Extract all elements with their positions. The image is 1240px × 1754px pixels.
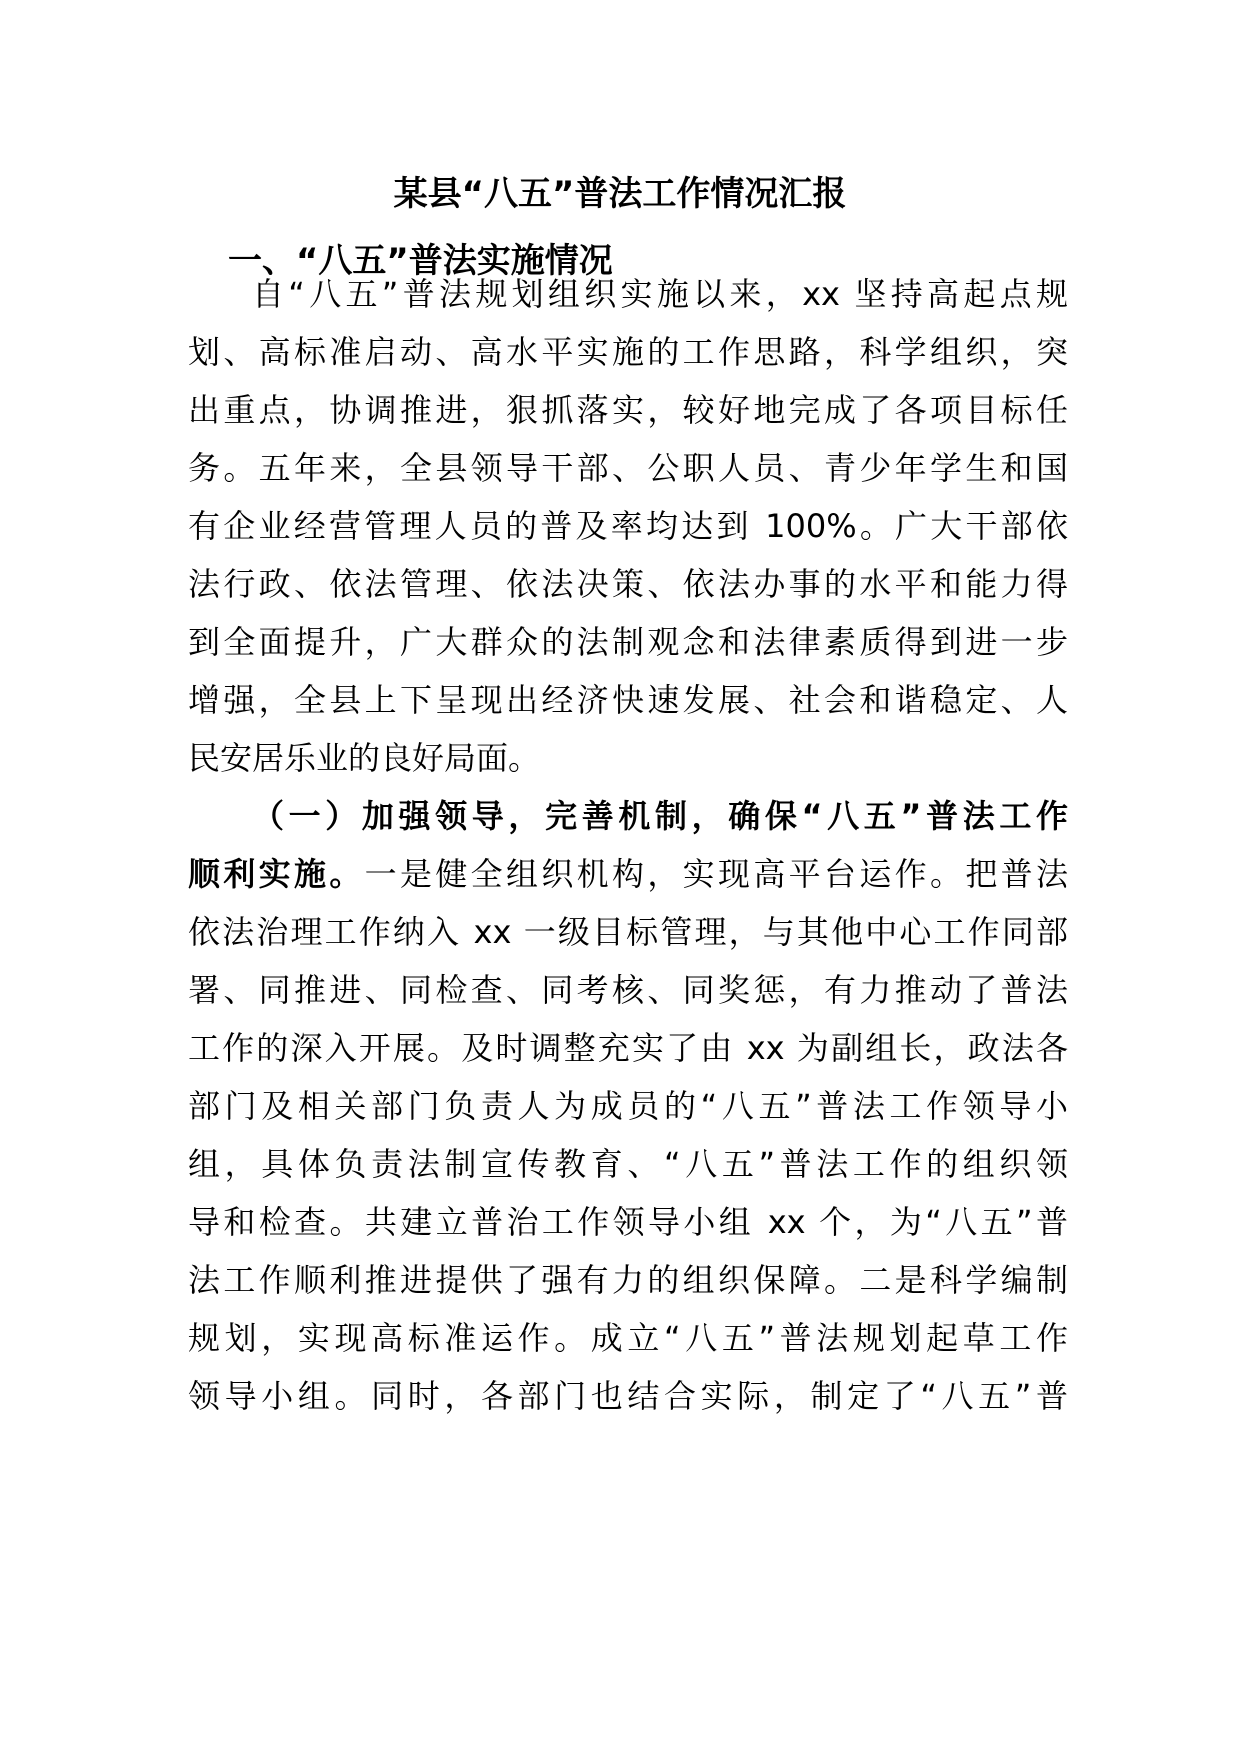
paragraph-line: 民安居乐业的良好局面。 xyxy=(188,739,541,777)
paragraph-line: 出重点，协调推进，狠抓落实，较好地完成了各项目标任 xyxy=(188,391,1068,429)
paragraph-line: 工作的深入开展。及时调整充实了由 xx 为副组长，政法各 xyxy=(188,1029,1068,1067)
paragraph-line: 部门及相关部门负责人为成员的“八五”普法工作领导小 xyxy=(188,1087,1068,1125)
paragraph-line: 署、同推进、同检查、同考核、同奖惩，有力推动了普法 xyxy=(188,971,1068,1009)
paragraph-line: 划、高标准启动、高水平实施的工作思路，科学组织，突 xyxy=(188,333,1068,371)
paragraph-line: 增强，全县上下呈现出经济快速发展、社会和谐稳定、人 xyxy=(188,681,1068,719)
document-title: 某县“八五”普法工作情况汇报 xyxy=(393,174,847,214)
paragraph-line: 导和检查。共建立普治工作领导小组 xx 个，为“八五”普 xyxy=(188,1203,1068,1241)
paragraph-line: 法工作顺利推进提供了强有力的组织保障。二是科学编制 xyxy=(188,1261,1068,1299)
section-heading: 一、“八五”普法实施情况 xyxy=(228,241,613,281)
paragraph-line: 组，具体负责法制宣传教育、“八五”普法工作的组织领 xyxy=(188,1145,1068,1183)
paragraph-line: 有企业经营管理人员的普及率均达到 100%。广大干部依 xyxy=(188,507,1068,545)
paragraph-line: 依法治理工作纳入 xx 一级目标管理，与其他中心工作同部 xyxy=(188,913,1068,951)
paragraph-line: 领导小组。同时，各部门也结合实际，制定了“八五”普 xyxy=(188,1377,1068,1415)
paragraph-line: 规划，实现高标准运作。成立“八五”普法规划起草工作 xyxy=(188,1319,1068,1357)
paragraph-line: 务。五年来，全县领导干部、公职人员、青少年学生和国 xyxy=(188,449,1068,487)
paragraph-line: 到全面提升，广大群众的法制观念和法律素质得到进一步 xyxy=(188,623,1068,661)
paragraph-line: 法行政、依法管理、依法决策、依法办事的水平和能力得 xyxy=(188,565,1068,603)
paragraph-text: 一是健全组织机构，实现高平台运作。把普法 xyxy=(364,855,1068,893)
subsection-heading: （一）加强领导，完善机制，确保“八五”普法工作 xyxy=(252,797,1068,835)
paragraph-line: 自“八五”普法规划组织实施以来，xx 坚持高起点规 xyxy=(252,275,1068,313)
subsection-heading-continued xyxy=(188,850,1068,898)
subsection-heading-end: 顺利实施。 xyxy=(188,855,365,893)
